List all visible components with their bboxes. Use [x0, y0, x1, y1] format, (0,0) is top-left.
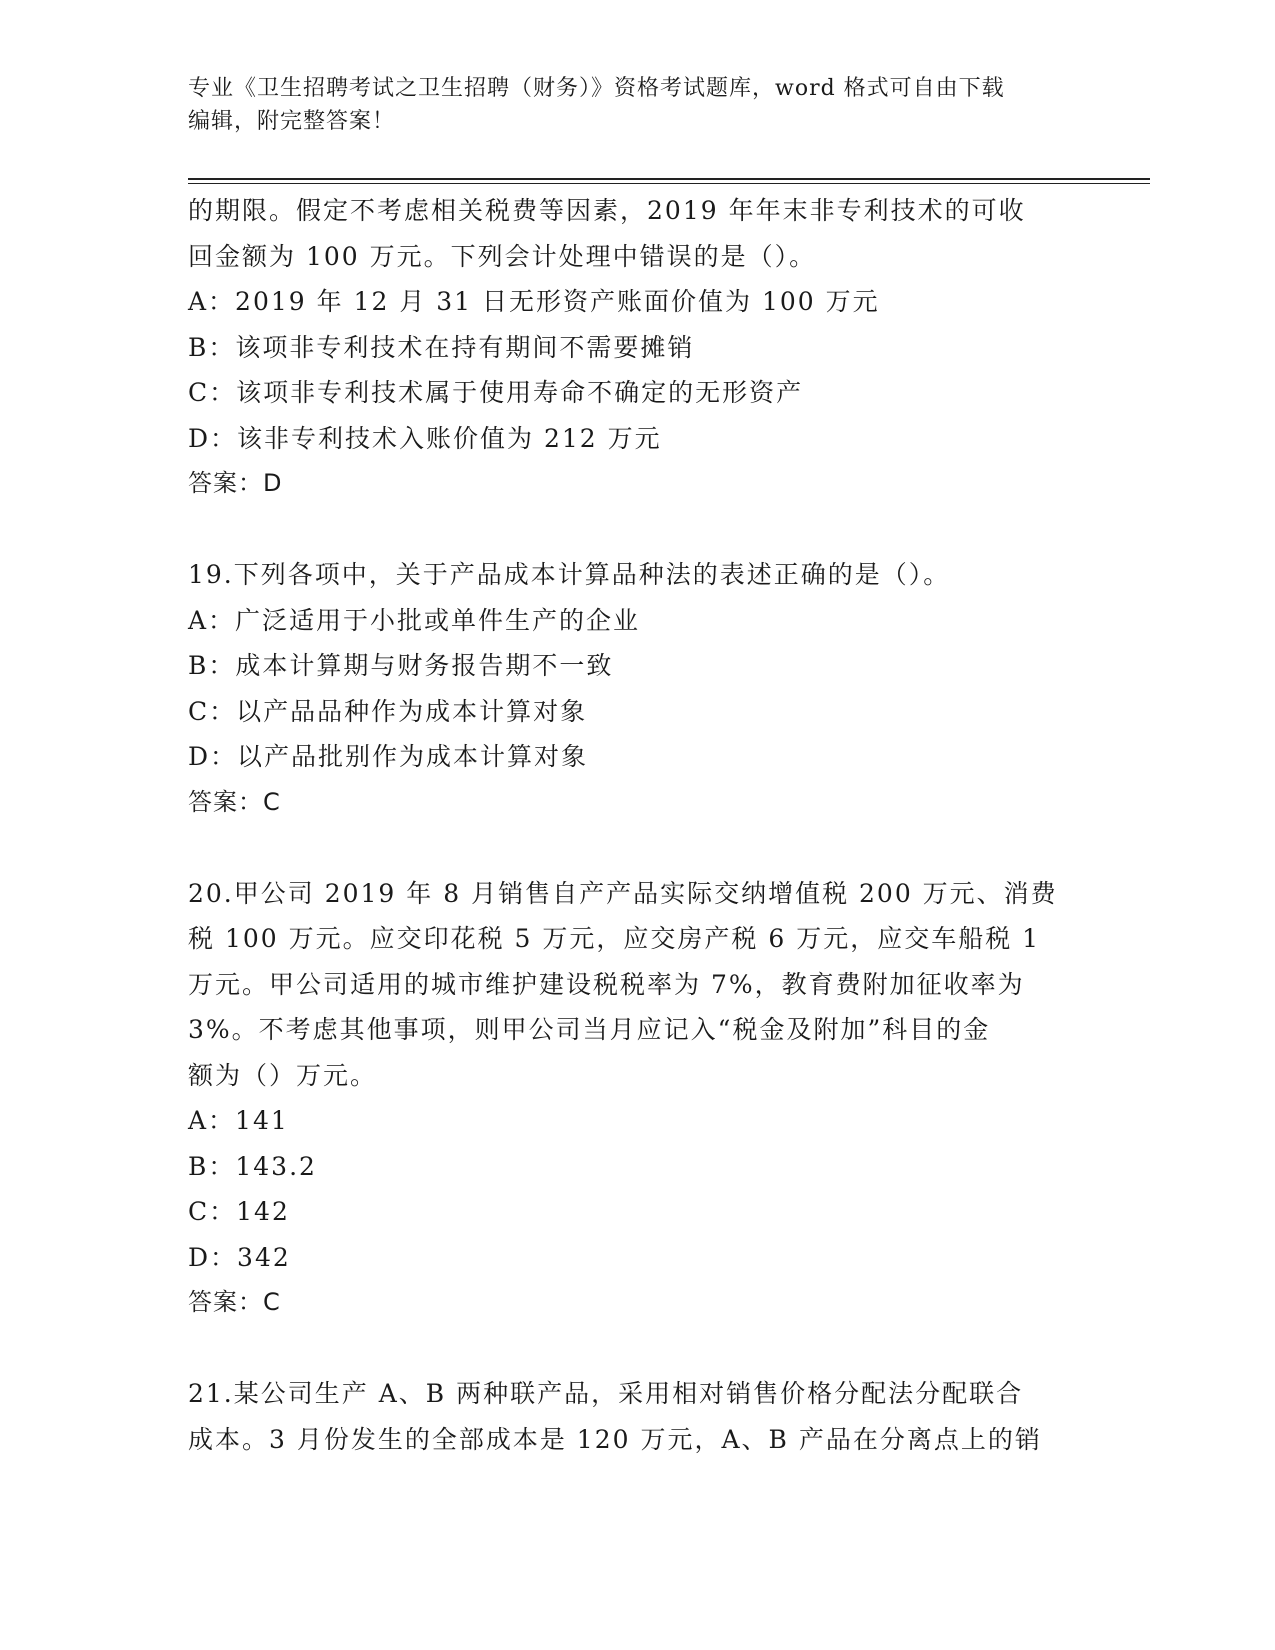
- question-stem: 20.甲公司 2019 年 8 月销售自产产品实际交纳增值税 200 万元、消费: [188, 878, 1058, 908]
- document-body: [188, 188, 1088, 1462]
- question-stem: 税 100 万元。应交印花税 5 万元，应交房产税 6 万元，应交车船税 1: [188, 924, 1041, 953]
- option-c: C：该项非专利技术属于使用寿命不确定的无形资产: [188, 378, 804, 407]
- question-stem: 成本。3 月份发生的全部成本是 120 万元，A、B 产品在分离点上的销: [188, 1424, 1042, 1454]
- question-18: [188, 188, 1088, 507]
- answer: 答案：D: [188, 469, 283, 497]
- header-divider-thick: [188, 178, 1150, 180]
- question-19: [188, 552, 1088, 825]
- option-a: A：141: [188, 1106, 289, 1135]
- option-b: B：该项非专利技术在持有期间不需要摊销: [188, 332, 695, 362]
- option-b: B：143.2: [188, 1151, 317, 1181]
- option-d: D：342: [188, 1242, 291, 1272]
- header-line-2: 编辑，附完整答案！: [188, 109, 396, 134]
- question-stem: 21.某公司生产 A、B 两种联产品，采用相对销售价格分配法分配联合: [188, 1379, 1024, 1408]
- option-c: C：142: [188, 1197, 290, 1226]
- question-21: [188, 1371, 1088, 1462]
- question-stem: 额为（）万元。: [188, 1060, 378, 1090]
- option-d: D：该非专利技术入账价值为 212 万元: [188, 423, 662, 453]
- header-divider-thin: [188, 183, 1150, 184]
- option-a: A：广泛适用于小批或单件生产的企业: [188, 605, 641, 635]
- option-c: C：以产品品种作为成本计算对象: [188, 696, 588, 726]
- question-stem: 19.下列各项中，关于产品成本计算品种法的表述正确的是（）。: [188, 560, 951, 589]
- answer: 答案：C: [188, 787, 281, 816]
- answer: 答案：C: [188, 1288, 281, 1316]
- option-b: B：成本计算期与财务报告期不一致: [188, 651, 614, 680]
- page-header: [188, 72, 1068, 138]
- option-d: D：以产品批别作为成本计算对象: [188, 742, 589, 771]
- question-stem: 回金额为 100 万元。下列会计处理中错误的是（）。: [188, 241, 817, 271]
- question-stem: 万元。甲公司适用的城市维护建设税税率为 7%，教育费附加征收率为: [188, 969, 1025, 999]
- question-20: [188, 871, 1088, 1326]
- header-line-1: 专业《卫生招聘考试之卫生招聘（财务）》资格考试题库，word 格式可自由下载: [188, 76, 1005, 101]
- question-stem: 3%。不考虑其他事项，则甲公司当月应记入“税金及附加”科目的金: [188, 1015, 991, 1044]
- option-a: A：2019 年 12 月 31 日无形资产账面价值为 100 万元: [188, 287, 880, 316]
- question-stem: 的期限。假定不考虑相关税费等因素，2019 年年末非专利技术的可收: [188, 196, 1026, 225]
